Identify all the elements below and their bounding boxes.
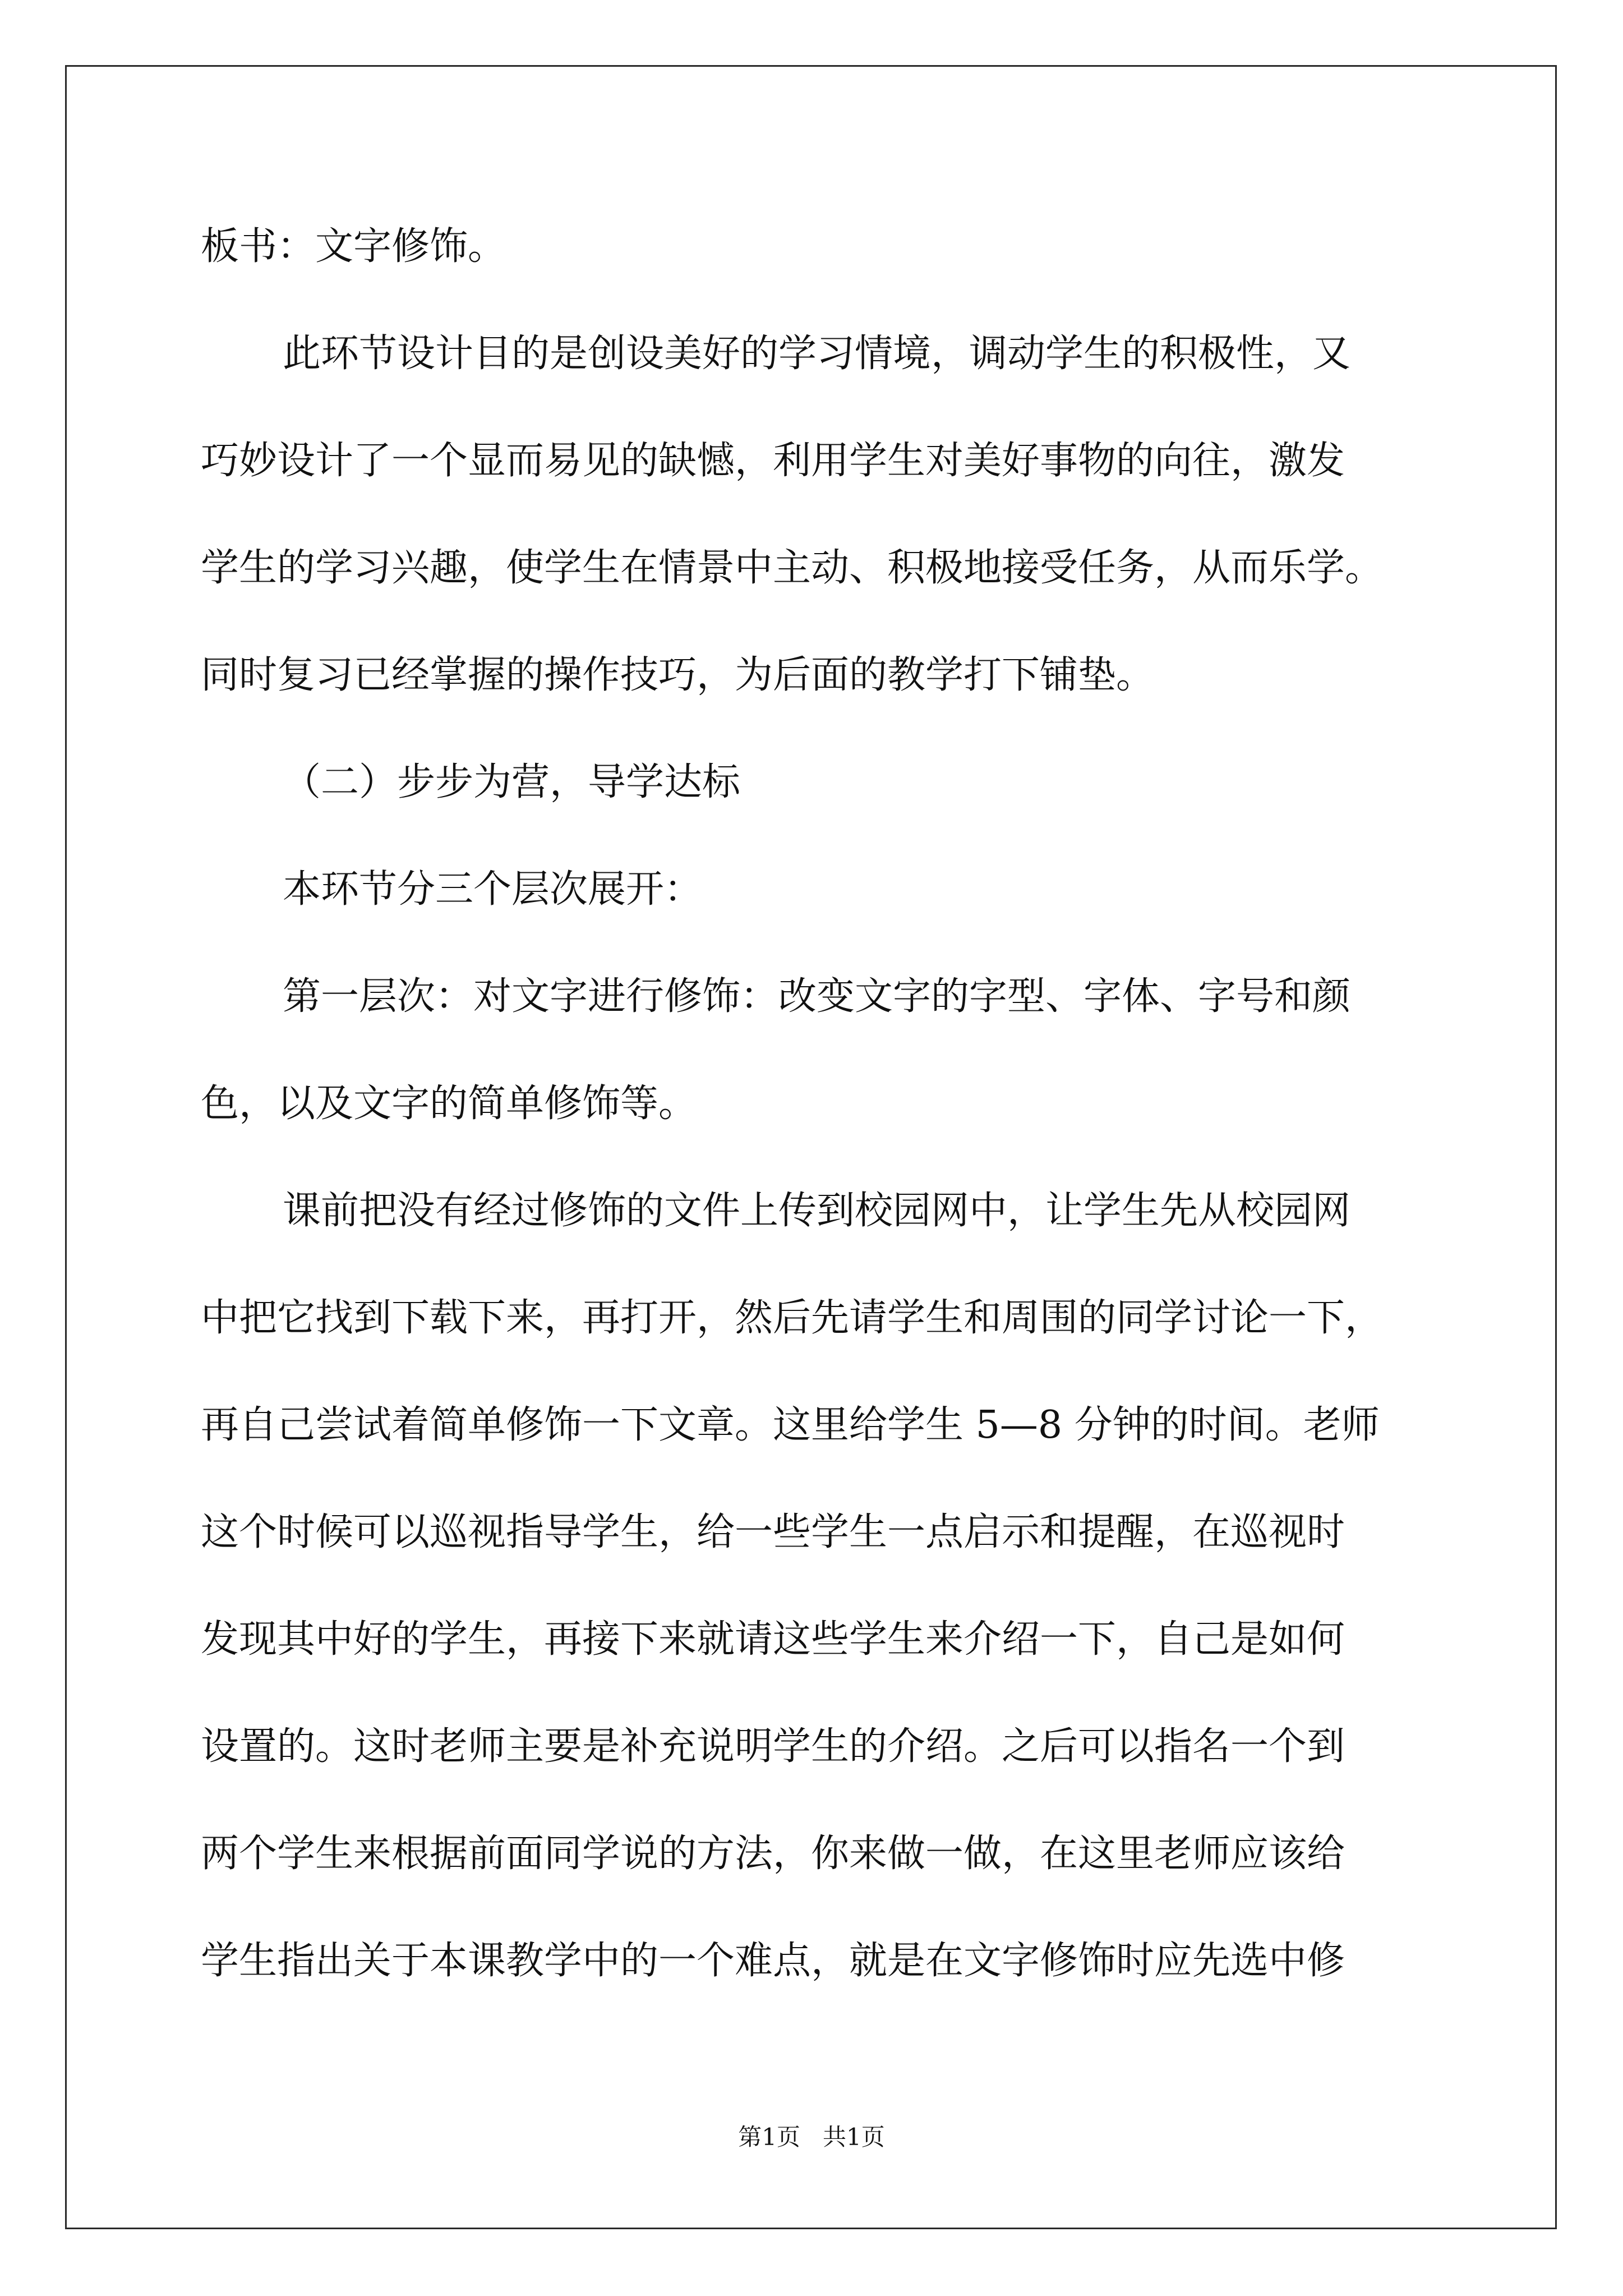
text-line: 课前把没有经过修饰的文件上传到校园网中，让学生先从校园网: [283, 1189, 1351, 1233]
text-line: 巧妙设计了一个显而易见的缺憾，利用学生对美好事物的向往，激发: [201, 439, 1345, 483]
text-line: 本环节分三个层次展开：: [283, 867, 703, 912]
page-count: 共1页: [823, 2123, 885, 2151]
text-line: 再自己尝试着简单修饰一下文章。这里给学生 5—8 分钟的时间。老师: [201, 1403, 1380, 1447]
page-number: 第1页: [738, 2123, 800, 2151]
text-line: 发现其中好的学生，再接下来就请这些学生来介绍一下，自己是如何: [201, 1617, 1345, 1662]
text-line: 色，以及文字的简单修饰等。: [201, 1082, 697, 1126]
text-line: 学生的学习兴趣，使学生在情景中主动、积极地接受任务，从而乐学。: [201, 546, 1384, 590]
text-line: 这个时候可以巡视指导学生，给一些学生一点启示和提醒，在巡视时: [201, 1510, 1345, 1554]
text-line: （二）步步为营，导学达标: [283, 760, 741, 804]
text-line: 第一层次：对文字进行修饰：改变文字的字型、字体、字号和颜: [283, 974, 1351, 1019]
text-line: 设置的。这时老师主要是补充说明学生的介绍。之后可以指名一个到: [201, 1724, 1345, 1769]
text-line: 同时复习已经掌握的操作技巧，为后面的教学打下铺垫。: [201, 653, 1155, 697]
text-line: 中把它找到下载下来，再打开，然后先请学生和周围的同学讨论一下，: [201, 1296, 1384, 1340]
text-line: 学生指出关于本课教学中的一个难点，就是在文字修饰时应先选中修: [201, 1939, 1345, 1983]
text-line: 此环节设计目的是创设美好的学习情境，调动学生的积极性，又: [283, 332, 1351, 376]
text-line: 板书：文字修饰。: [201, 224, 506, 269]
text-line: 两个学生来根据前面同学说的方法，你来做一做，在这里老师应该给: [201, 1832, 1345, 1876]
page-footer: [0, 2123, 1623, 2152]
page-border: [65, 65, 1557, 2229]
